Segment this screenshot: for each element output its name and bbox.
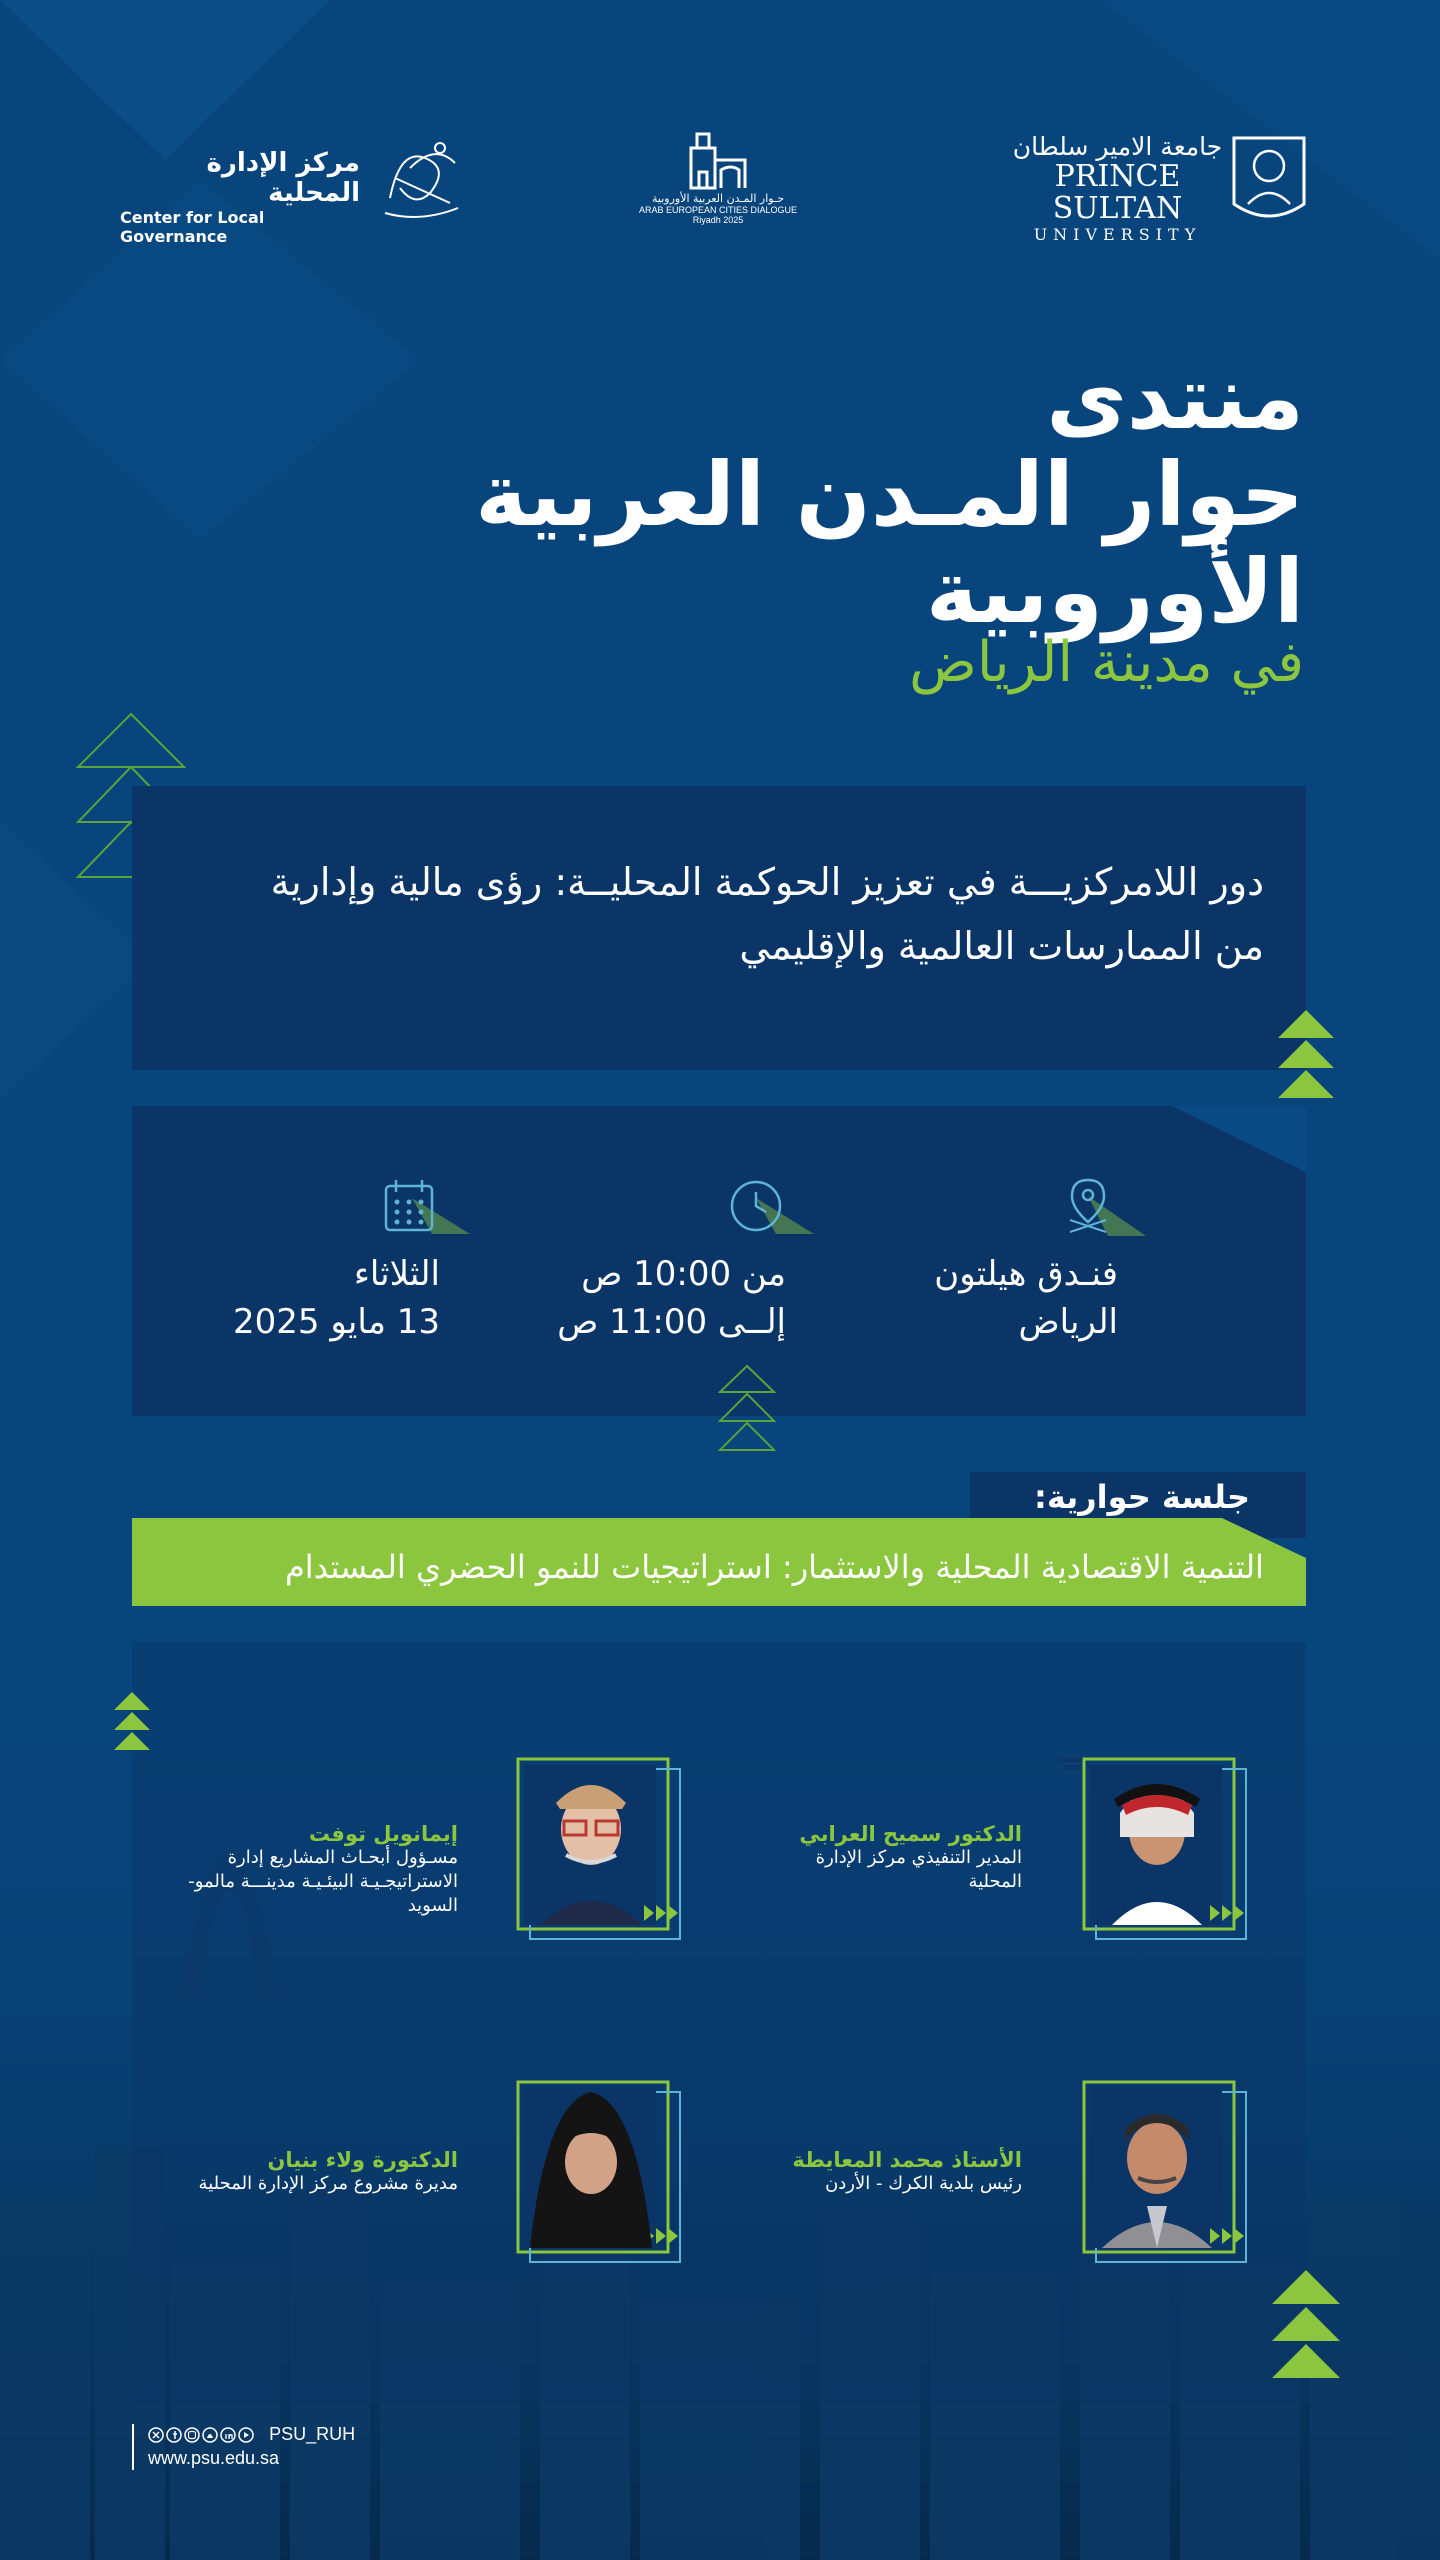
triangle-stack-green-bottom — [1270, 2270, 1342, 2380]
speaker-role: المدير التنفيذي مركز الإدارة المحلية — [815, 1847, 1022, 1892]
time-end: إلــى 11:00 ص — [557, 1302, 786, 1342]
calendar-icon — [382, 1178, 472, 1238]
x-icon[interactable] — [149, 2428, 163, 2442]
forum-title-line2: حوار المـدن العربية الأوروبية — [475, 442, 1304, 643]
social-links — [148, 2424, 355, 2444]
triangle-stack-outline-center — [718, 1364, 776, 1452]
speaker-name: الأستاذ محمد المعايطة — [792, 2148, 1022, 2172]
psu-logo — [1010, 128, 1310, 244]
website-link[interactable]: www.psu.edu.sa — [148, 2448, 280, 2468]
aecd-name-ar: حـوار المـدن العربية الأوروبية — [651, 192, 784, 205]
speaker-card — [494, 1745, 694, 1945]
speaker-role: رئيس بلدية الكرك - الأردن — [825, 2173, 1022, 2194]
theme-line1: دور اللامركزيـــة في تعزيز الحوكمة المحليــة: رؤى مالية وإدارية — [270, 860, 1264, 904]
clg-logo — [120, 128, 470, 246]
instagram-icon[interactable] — [185, 2428, 199, 2442]
triangle-stack-green-right — [1276, 1010, 1336, 1100]
city-gate-emblem — [683, 130, 753, 192]
speaker-name: الدكتور سميح العرابي — [799, 1822, 1022, 1846]
forum-title-line1: منتدى — [1046, 346, 1304, 449]
psu-name-en-1: PRINCE SULTAN — [1052, 159, 1183, 226]
psu-name-ar: جامعة الامير سلطان — [1012, 132, 1223, 161]
date-full: 13 مايو 2025 — [232, 1302, 440, 1342]
speaker-photo — [526, 1759, 656, 1925]
date-day: الثلاثاء — [353, 1254, 440, 1294]
clg-name-ar: مركز الإدارة المحلية — [206, 148, 360, 208]
aecd-logo — [628, 130, 808, 245]
session-topic: التنمية الاقتصادية المحلية والاستثمار: استراتيجيات للنمو الحضري المستدام — [284, 1548, 1264, 1586]
clg-emblem — [370, 128, 470, 228]
speaker-role: مديرة مشروع مركز الإدارة المحلية — [198, 2173, 458, 2194]
speaker-photo — [1092, 1759, 1222, 1925]
location-line2: الرياض — [1018, 1302, 1118, 1342]
aecd-city: Riyadh 2025 — [692, 215, 744, 225]
forum-subtitle: في مدينة الرياض — [909, 630, 1304, 695]
youtube-icon[interactable] — [239, 2428, 253, 2442]
speaker-photo — [1092, 2082, 1222, 2248]
speaker-role: مسـؤول أبحـاث المشاريع إدارة الاستراتيجـيـة البيئـيـة مدينـــة مالمو-السويد — [188, 1847, 458, 1916]
speaker-photo — [526, 2082, 656, 2248]
time-start: من 10:00 ص — [581, 1254, 786, 1294]
clock-icon — [726, 1178, 816, 1238]
triangle-stack-green-small — [112, 1692, 152, 1752]
social-handle[interactable]: PSU_RUH — [269, 2424, 356, 2444]
aecd-name-en: ARAB EUROPEAN CITIES DIALOGUE — [638, 205, 798, 215]
session-label: جلسة حوارية: — [1034, 1478, 1250, 1516]
psu-name-en-2: UNIVERSITY — [1033, 225, 1202, 244]
speaker-name: إيمانويل توفت — [308, 1822, 458, 1846]
theme-line2: من الممارسات العالمية والإقليمي — [739, 924, 1264, 968]
facebook-icon[interactable] — [167, 2428, 181, 2442]
linkedin-icon[interactable] — [221, 2428, 235, 2442]
footer-divider — [132, 2424, 134, 2470]
speaker-card — [494, 2068, 694, 2268]
speaker-card — [1060, 1745, 1260, 1945]
speaker-name: الدكتورة ولاء بنيان — [267, 2148, 458, 2172]
clg-name-en: Center for Local Governance — [120, 208, 265, 246]
speaker-card — [1060, 2068, 1260, 2268]
location-pin-icon — [1058, 1176, 1148, 1240]
psu-crest — [1230, 132, 1308, 224]
location-line1: فنـدق هيلتون — [934, 1254, 1118, 1294]
snapchat-icon[interactable] — [203, 2428, 217, 2442]
